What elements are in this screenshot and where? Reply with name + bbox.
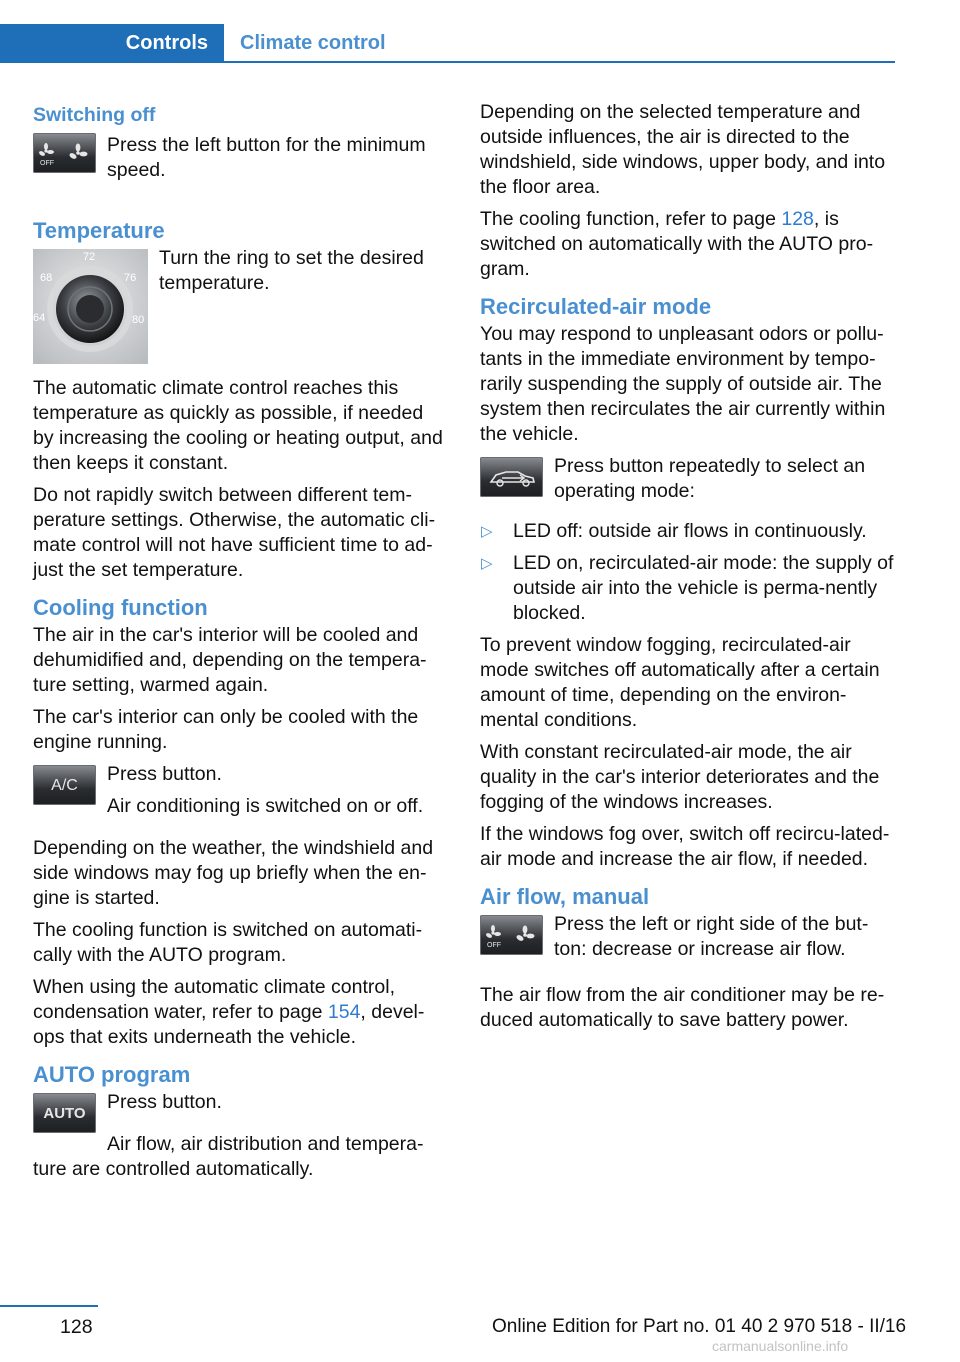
right-column — [480, 100, 900, 1040]
header-divider — [0, 61, 895, 63]
page-header — [0, 24, 960, 64]
fan-off-icon — [33, 133, 96, 173]
recirc-paragraph-2: To prevent window fogging, recirculated-air mode switches off automatically after a certain amount of time, depending on the environ‐mental conditions. — [480, 634, 880, 731]
fan-off-button-image — [33, 133, 96, 173]
triangle-bullet-icon: ▷ — [481, 555, 493, 572]
airflow-paragraph: The air flow from the air conditioner may be re‐duced automatically to save battery power. — [480, 984, 885, 1031]
left-column — [33, 100, 448, 1189]
ac-button-image — [33, 765, 96, 805]
airflow-button-image — [480, 915, 543, 955]
temperature-paragraph-2: Do not rapidly switch between different tem‐perature settings. Otherwise, the automatic cli‐mate control will not have sufficient time to ad‐just the set temperature. — [33, 484, 436, 581]
auto-figure — [33, 1090, 448, 1133]
temperature-dial-icon — [33, 249, 148, 364]
cooling-paragraph-5: When using the automatic climate control, condensation water, refer to page 154, devel‐ops that exits underneath the vehicle. — [33, 976, 425, 1048]
cooling-paragraph-4: The cooling function is switched on automati‐cally with the AUTO program. — [33, 919, 423, 966]
list-item: ▷ LED on, recirculated-air mode: the supply of outside air into the vehicle is perma‐nently blocked. — [481, 552, 894, 624]
temperature-paragraph-1: The automatic climate control reaches this temperature as quickly as possible, if needed by increasing the cooling or heating output, and then keeps it constant. — [33, 377, 443, 474]
dial-label-68: 68 — [40, 272, 53, 284]
recirc-press-text: Press button repeatedly to select an operating mode: — [554, 455, 866, 502]
heading-temperature: Temperature — [33, 218, 165, 243]
page-number: 128 — [60, 1316, 93, 1338]
recirc-mode-list — [480, 519, 900, 626]
temperature-dial-image — [33, 249, 148, 364]
temperature-figure — [33, 246, 448, 364]
off-label: OFF — [40, 160, 54, 167]
list-item: ▷ LED off: outside air flows in continuously. — [481, 520, 867, 542]
auto-button-image — [33, 1093, 96, 1133]
recirc-paragraph-1: You may respond to unpleasant odors or pollu‐tants in the immediate environment by tempo‐rarily suspending the supply of outside air. The system then recirculates the air currently within the vehicle. — [480, 323, 886, 445]
cooling-paragraph-3: Depending on the weather, the windshield and side windows may fog up briefly when the en‐gine is started. — [33, 837, 434, 909]
dial-label-80: 80 — [132, 314, 145, 326]
watermark: carmanualsonline.info — [712, 1338, 849, 1354]
page-reference-128[interactable]: 128 — [781, 208, 814, 230]
page-reference-154[interactable]: 154 — [327, 1001, 361, 1023]
recirc-button-image — [480, 457, 543, 497]
auto-button-label: AUTO — [43, 1104, 86, 1122]
cooling-paragraph-1: The air in the car's interior will be cooled and dehumidified and, depending on the tempera‐ture setting, warmed again. — [33, 624, 427, 696]
footer-divider — [0, 1305, 98, 1307]
auto-press-text: Press button. — [107, 1091, 222, 1113]
dial-label-72: 72 — [83, 251, 96, 263]
ac-press-text: Press button. — [107, 763, 222, 785]
auto-description: Air flow, air distribution and tempera‐ture are controlled automatically. — [33, 1133, 424, 1180]
heading-air-flow-manual: Air flow, manual — [480, 884, 650, 909]
heading-cooling-function: Cooling function — [33, 595, 208, 620]
heading-switching-off: Switching off — [33, 104, 156, 126]
cooling-auto-paragraph: The cooling function, refer to page 128, is switched on automatically with the AUTO pro‐gram. — [480, 208, 874, 280]
heading-auto-program: AUTO program — [33, 1062, 191, 1087]
cooling-paragraph-2: The car's interior can only be cooled with the engine running. — [33, 706, 419, 753]
recirc-figure — [480, 454, 900, 511]
air-distribution-paragraph: Depending on the selected temperature and outside influences, the air is directed to the windshield, side windows, upper body, and into the floor area. — [480, 101, 886, 198]
switching-off-text: Press the left button for the minimum speed. — [107, 134, 426, 181]
dial-label-76: 76 — [124, 272, 137, 284]
ac-toggle-text: Air conditioning is switched on or off. — [107, 795, 424, 817]
heading-recirculated-air-mode: Recirculated-air mode — [480, 294, 712, 319]
recirc-paragraph-3: With constant recirculated-air mode, the air quality in the car's interior deteriorates and the fogging of the windows increases. — [480, 741, 880, 813]
airflow-press-text: Press the left or right side of the but‐ton: decrease or increase air flow. — [554, 913, 869, 960]
recirculation-car-icon — [480, 457, 543, 497]
dial-label-64: 64 — [33, 312, 46, 324]
airflow-figure — [480, 912, 900, 969]
triangle-bullet-icon: ▷ — [481, 523, 493, 540]
section-tab-controls[interactable]: Controls — [0, 24, 224, 62]
temperature-instruction: Turn the ring to set the desired temperature. — [159, 247, 424, 294]
fan-off-figure — [33, 130, 448, 190]
fan-speed-icon — [480, 915, 543, 955]
edition-note: Online Edition for Part no. 01 40 2 970 518 - II/16 — [492, 1316, 907, 1337]
section-tab-climate-control[interactable]: Climate control — [240, 31, 386, 54]
ac-figure — [33, 762, 448, 826]
recirc-paragraph-4: If the windows fog over, switch off recircu‐lated-air mode and increase the air flow, if needed. — [480, 823, 890, 870]
off-label: OFF — [487, 942, 501, 949]
ac-button-label: A/C — [51, 776, 78, 794]
